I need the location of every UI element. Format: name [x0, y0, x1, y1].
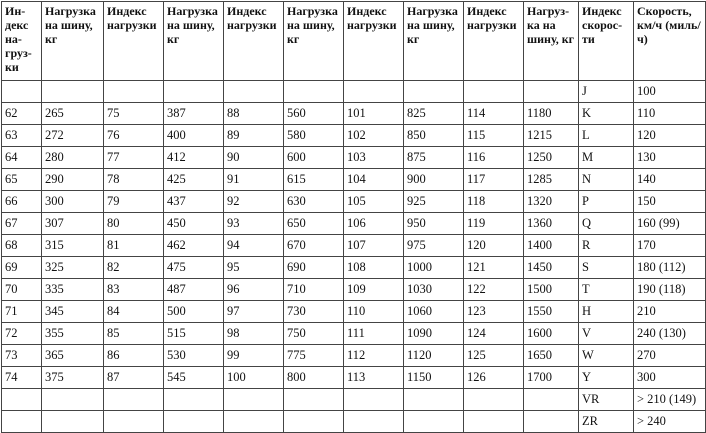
table-cell [524, 81, 579, 103]
table-cell: 1450 [524, 257, 579, 279]
table-cell: 100 [634, 81, 706, 103]
table-cell: 68 [2, 235, 42, 257]
table-cell: 76 [104, 125, 164, 147]
table-cell: 125 [464, 345, 524, 367]
table-cell: 690 [284, 257, 344, 279]
table-cell [284, 411, 344, 433]
column-header: Индекс скорости [579, 2, 634, 81]
table-cell: T [579, 279, 634, 301]
table-cell: 800 [284, 367, 344, 389]
table-cell: 950 [404, 213, 464, 235]
table-cell [42, 81, 104, 103]
table-cell [2, 389, 42, 411]
column-header: Индекс нагрузки [104, 2, 164, 81]
table-cell: 113 [344, 367, 404, 389]
table-cell: 670 [284, 235, 344, 257]
table-cell: 72 [2, 323, 42, 345]
table-cell: 825 [404, 103, 464, 125]
table-cell: 180 (112) [634, 257, 706, 279]
table-cell: 71 [2, 301, 42, 323]
table-cell: 875 [404, 147, 464, 169]
table-cell: H [579, 301, 634, 323]
table-cell: 99 [224, 345, 284, 367]
table-cell: 400 [164, 125, 224, 147]
table-cell: 1400 [524, 235, 579, 257]
header-row [2, 2, 706, 81]
table-cell: 90 [224, 147, 284, 169]
table-cell: 1600 [524, 323, 579, 345]
table-cell: 120 [634, 125, 706, 147]
table-cell: 85 [104, 323, 164, 345]
table-row [2, 367, 706, 389]
table-cell: 710 [284, 279, 344, 301]
table-cell: 1250 [524, 147, 579, 169]
table-cell: 67 [2, 213, 42, 235]
column-header: Нагрузка на шину, кг [42, 2, 104, 81]
table-cell: 117 [464, 169, 524, 191]
table-cell: 77 [104, 147, 164, 169]
table-cell: 104 [344, 169, 404, 191]
table-cell: 925 [404, 191, 464, 213]
table-cell: 80 [104, 213, 164, 235]
table-cell: 975 [404, 235, 464, 257]
table-cell [164, 389, 224, 411]
table-cell: 1180 [524, 103, 579, 125]
table-cell: 300 [634, 367, 706, 389]
table-cell: J [579, 81, 634, 103]
table-row [2, 125, 706, 147]
table-cell: 150 [634, 191, 706, 213]
table-row [2, 81, 706, 103]
column-header: Нагрузка на шину, кг [404, 2, 464, 81]
table-cell: 130 [634, 147, 706, 169]
table-row [2, 279, 706, 301]
table-cell: N [579, 169, 634, 191]
table-cell: > 240 [634, 411, 706, 433]
table-cell: 450 [164, 213, 224, 235]
table-cell: 101 [344, 103, 404, 125]
table-cell: 335 [42, 279, 104, 301]
table-cell: 108 [344, 257, 404, 279]
table-cell: 65 [2, 169, 42, 191]
table-cell: 79 [104, 191, 164, 213]
table-cell: 64 [2, 147, 42, 169]
table-cell: 82 [104, 257, 164, 279]
table-cell: 387 [164, 103, 224, 125]
table-cell: 265 [42, 103, 104, 125]
table-cell: 270 [634, 345, 706, 367]
table-cell: 160 (99) [634, 213, 706, 235]
table-cell: 1320 [524, 191, 579, 213]
table-cell [524, 411, 579, 433]
table-cell [344, 81, 404, 103]
table-cell: 1150 [404, 367, 464, 389]
table-cell: 487 [164, 279, 224, 301]
table-cell: 475 [164, 257, 224, 279]
table-cell [404, 81, 464, 103]
table-cell: 1550 [524, 301, 579, 323]
table-cell [284, 389, 344, 411]
table-cell: 95 [224, 257, 284, 279]
table-cell: 290 [42, 169, 104, 191]
table-cell: 365 [42, 345, 104, 367]
table-cell: 62 [2, 103, 42, 125]
table-cell: 124 [464, 323, 524, 345]
table-cell: 1060 [404, 301, 464, 323]
table-cell [464, 411, 524, 433]
table-cell: 105 [344, 191, 404, 213]
table-cell [224, 81, 284, 103]
table-cell: VR [579, 389, 634, 411]
table-row [2, 213, 706, 235]
table-cell: 94 [224, 235, 284, 257]
table-row [2, 301, 706, 323]
table-cell: 83 [104, 279, 164, 301]
table-cell [104, 411, 164, 433]
table-cell: 87 [104, 367, 164, 389]
table-cell [2, 411, 42, 433]
table-cell [284, 81, 344, 103]
table-row [2, 235, 706, 257]
table-cell: R [579, 235, 634, 257]
table-cell: 111 [344, 323, 404, 345]
table-cell [404, 389, 464, 411]
table-cell: 97 [224, 301, 284, 323]
table-cell [104, 389, 164, 411]
table-cell: 850 [404, 125, 464, 147]
table-cell: 1120 [404, 345, 464, 367]
table-cell: 170 [634, 235, 706, 257]
table-cell: 86 [104, 345, 164, 367]
table-cell: P [579, 191, 634, 213]
table-cell: S [579, 257, 634, 279]
table-cell: 345 [42, 301, 104, 323]
table-cell: 272 [42, 125, 104, 147]
table-cell: K [579, 103, 634, 125]
table-cell: 63 [2, 125, 42, 147]
table-cell [344, 411, 404, 433]
column-header: Индекс нагрузки [224, 2, 284, 81]
table-cell: 600 [284, 147, 344, 169]
table-cell: 109 [344, 279, 404, 301]
table-cell: V [579, 323, 634, 345]
column-header: Нагрузка на шину, кг [284, 2, 344, 81]
table-cell: 118 [464, 191, 524, 213]
table-cell: 1360 [524, 213, 579, 235]
table-row [2, 169, 706, 191]
table-cell: 580 [284, 125, 344, 147]
table-cell: 74 [2, 367, 42, 389]
table-cell: 1500 [524, 279, 579, 301]
column-header: Нагрузка на шину, кг [524, 2, 579, 81]
table-cell: 615 [284, 169, 344, 191]
table-cell [344, 389, 404, 411]
table-cell: 210 [634, 301, 706, 323]
table-cell: 100 [224, 367, 284, 389]
table-cell [464, 81, 524, 103]
table-cell: 425 [164, 169, 224, 191]
table-cell: 89 [224, 125, 284, 147]
table-cell: Y [579, 367, 634, 389]
table-cell: 412 [164, 147, 224, 169]
column-header: Индекс нагрузки [344, 2, 404, 81]
table-cell: 140 [634, 169, 706, 191]
table-cell: 122 [464, 279, 524, 301]
table-cell: 75 [104, 103, 164, 125]
table-cell: 730 [284, 301, 344, 323]
table-cell: 93 [224, 213, 284, 235]
table-row [2, 257, 706, 279]
table-cell: 66 [2, 191, 42, 213]
table-cell: 530 [164, 345, 224, 367]
table-cell [164, 81, 224, 103]
table-cell: 630 [284, 191, 344, 213]
table-cell: 240 (130) [634, 323, 706, 345]
table-cell: M [579, 147, 634, 169]
table-cell: 355 [42, 323, 104, 345]
table-cell: 190 (118) [634, 279, 706, 301]
table-cell: 462 [164, 235, 224, 257]
table-cell: ZR [579, 411, 634, 433]
table-cell: 115 [464, 125, 524, 147]
table-cell: 110 [344, 301, 404, 323]
table-cell: 73 [2, 345, 42, 367]
table-cell: 98 [224, 323, 284, 345]
table-cell: 126 [464, 367, 524, 389]
table-cell: > 210 (149) [634, 389, 706, 411]
table-cell: 750 [284, 323, 344, 345]
table-cell: 88 [224, 103, 284, 125]
table-row [2, 345, 706, 367]
table-cell: 300 [42, 191, 104, 213]
table-cell: 1700 [524, 367, 579, 389]
table-cell: 560 [284, 103, 344, 125]
table-cell: W [579, 345, 634, 367]
table-cell: 437 [164, 191, 224, 213]
table-cell: 103 [344, 147, 404, 169]
table-cell [42, 389, 104, 411]
table-cell: 116 [464, 147, 524, 169]
table-cell: 112 [344, 345, 404, 367]
table-cell: 120 [464, 235, 524, 257]
table-cell: 69 [2, 257, 42, 279]
table-row [2, 323, 706, 345]
table-cell: 500 [164, 301, 224, 323]
table-cell: 775 [284, 345, 344, 367]
table-cell [404, 411, 464, 433]
table-cell: 102 [344, 125, 404, 147]
table-cell: 900 [404, 169, 464, 191]
table-cell [104, 81, 164, 103]
table-cell: 307 [42, 213, 104, 235]
table-header [2, 2, 706, 81]
column-header: Нагрузка на шину, кг [164, 2, 224, 81]
table-cell: 81 [104, 235, 164, 257]
table-cell [464, 389, 524, 411]
table-cell: 107 [344, 235, 404, 257]
column-header: Индекс нагрузки [464, 2, 524, 81]
table-cell: 123 [464, 301, 524, 323]
table-cell: 114 [464, 103, 524, 125]
table-cell: 110 [634, 103, 706, 125]
table-cell: 325 [42, 257, 104, 279]
table-cell: 280 [42, 147, 104, 169]
table-cell [42, 411, 104, 433]
table-cell: 375 [42, 367, 104, 389]
table-cell [224, 389, 284, 411]
table-row [2, 147, 706, 169]
column-header: Индекс нагрузки [2, 2, 42, 81]
table-cell [224, 411, 284, 433]
table-cell: 106 [344, 213, 404, 235]
table-cell [524, 389, 579, 411]
table-cell: 1285 [524, 169, 579, 191]
table-cell: 92 [224, 191, 284, 213]
table-cell: 84 [104, 301, 164, 323]
table-cell: 315 [42, 235, 104, 257]
table-cell: 545 [164, 367, 224, 389]
table-cell: 650 [284, 213, 344, 235]
table-cell [164, 411, 224, 433]
table-cell: 96 [224, 279, 284, 301]
table-cell: 70 [2, 279, 42, 301]
load-speed-index-table [1, 1, 706, 433]
table-cell: 1090 [404, 323, 464, 345]
table-cell: 1215 [524, 125, 579, 147]
table-cell [2, 81, 42, 103]
table-cell: 121 [464, 257, 524, 279]
table-body [2, 81, 706, 433]
table-row [2, 103, 706, 125]
table-row [2, 411, 706, 433]
table-row [2, 389, 706, 411]
table-cell: 515 [164, 323, 224, 345]
table-cell: 1650 [524, 345, 579, 367]
column-header: Скорость, км/ч (миль/ч) [634, 2, 706, 81]
table-cell: 78 [104, 169, 164, 191]
table-cell: L [579, 125, 634, 147]
table-row [2, 191, 706, 213]
table-cell: Q [579, 213, 634, 235]
table-cell: 1030 [404, 279, 464, 301]
table-cell: 91 [224, 169, 284, 191]
table-cell: 119 [464, 213, 524, 235]
table-cell: 1000 [404, 257, 464, 279]
